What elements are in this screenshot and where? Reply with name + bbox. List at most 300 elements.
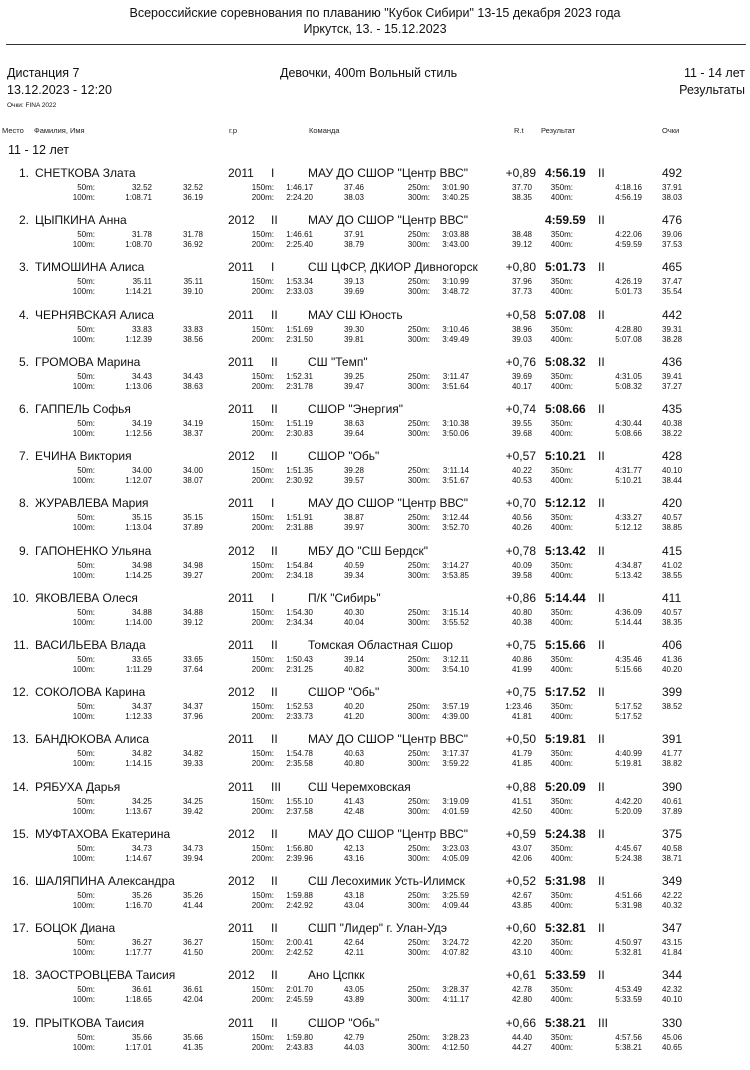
split-label: 200m:	[251, 193, 274, 202]
reaction-time: +0,75	[505, 638, 536, 652]
split-label: 200m:	[251, 806, 274, 816]
reaction-time: +0,57	[505, 449, 536, 464]
split-lap-time: 41.99	[511, 665, 532, 674]
athlete-name: ГРОМОВА Марина	[35, 354, 141, 369]
athlete-name: СНЕТКОВА Злата	[35, 166, 136, 180]
split-lap-time: 38.35	[511, 193, 532, 202]
split-lap-time: 44.40	[511, 1032, 532, 1042]
split-cumulative-time: 3:51.67	[442, 476, 469, 486]
split-label: 200m:	[251, 712, 274, 722]
athlete-name: ЦЫПКИНА Анна	[35, 213, 127, 228]
split-lap-time: 39.10	[182, 287, 203, 297]
split-cumulative-time: 2:35.58	[286, 759, 313, 769]
split-cumulative-time: 3:52.70	[442, 523, 469, 533]
split-cumulative-time: 34.00	[131, 466, 152, 476]
split-cumulative-time: 1:18.65	[125, 995, 152, 1005]
split-label: 300m:	[407, 901, 430, 910]
split-cumulative-time: 5:14.44	[615, 617, 642, 627]
split-lap-time: 41.50	[182, 948, 203, 958]
split-lap-time: 37.70	[511, 183, 532, 192]
split-cumulative-time: 34.25	[131, 796, 152, 806]
split-label: 100m:	[72, 1042, 95, 1052]
place: 13.	[12, 732, 29, 747]
split-label: 200m:	[251, 995, 274, 1005]
split-cumulative-time: 4:11.17	[442, 995, 469, 1005]
split-cumulative-time: 4:28.80	[615, 324, 642, 334]
split-label: 100m:	[72, 287, 95, 297]
split-label: 200m:	[251, 570, 274, 580]
split-lap-time: 43.05	[343, 985, 364, 995]
split-cumulative-time: 1:56.80	[286, 843, 313, 853]
split-lap-time: 42.48	[343, 806, 364, 816]
event-name: Девочки, 400m Вольный стиль	[280, 66, 458, 80]
split-cumulative-time: 1:16.70	[125, 901, 152, 910]
split-label: 200m:	[251, 240, 274, 250]
split-cumulative-time: 1:59.88	[286, 891, 313, 900]
split-cumulative-time: 5:20.09	[615, 806, 642, 816]
split-cumulative-time: 34.43	[131, 371, 152, 381]
split-label: 300m:	[407, 853, 430, 863]
birth-year: 2011	[228, 779, 254, 794]
split-label: 350m:	[550, 371, 573, 381]
split-label: 100m:	[72, 853, 95, 863]
birth-year: 2011	[228, 1015, 254, 1030]
split-label: 400m:	[550, 948, 573, 958]
fina-points: 399	[662, 685, 683, 700]
team-name: МАУ ДО СШОР "Центр ВВС"	[308, 826, 469, 841]
birth-year: 2011	[228, 590, 254, 605]
sport-rank: II	[271, 402, 278, 416]
split-label: 50m:	[77, 702, 95, 712]
split-cumulative-time: 3:57.19	[442, 702, 469, 712]
split-label: 150m:	[251, 985, 274, 995]
split-label: 100m:	[72, 806, 95, 816]
split-lap-time: 39.42	[182, 806, 203, 816]
split-lap-time: 41.44	[182, 901, 203, 910]
split-lap-time: 42.22	[662, 891, 683, 900]
birth-year: 2012	[228, 968, 255, 983]
event-age-group: 11 - 14 лет	[683, 66, 745, 80]
birth-year: 2012	[228, 543, 255, 558]
split-lap-time: 39.34	[343, 570, 364, 580]
fina-points: 375	[662, 826, 683, 841]
birth-year: 2012	[228, 826, 255, 841]
split-cumulative-time: 1:46.61	[286, 230, 313, 240]
split-label: 100m:	[72, 476, 95, 486]
split-cumulative-time: 2:01.70	[286, 985, 313, 995]
split-label: 350m:	[550, 891, 573, 900]
sport-rank: II	[271, 449, 278, 464]
split-label: 50m:	[77, 466, 95, 476]
sport-rank: II	[271, 213, 278, 228]
team-name: СШОР "Энергия"	[308, 402, 404, 416]
result-entry	[0, 544, 750, 589]
result-entry	[0, 449, 750, 494]
athlete-name: ЕЧИНА Виктория	[35, 449, 132, 464]
split-label: 400m:	[550, 287, 573, 297]
athlete-name: ТИМОШИНА Алиса	[35, 260, 145, 275]
split-label: 50m:	[77, 607, 95, 617]
split-label: 150m:	[251, 513, 274, 523]
split-lap-time: 38.96	[511, 324, 532, 334]
split-label: 400m:	[550, 806, 573, 816]
result-entry	[0, 308, 750, 353]
place: 10.	[12, 590, 29, 605]
split-cumulative-time: 1:52.53	[286, 702, 313, 712]
place: 7.	[18, 449, 29, 464]
split-cumulative-time: 31.78	[131, 230, 152, 240]
split-lap-time: 40.56	[511, 513, 532, 523]
result-time: 5:08.66	[545, 402, 586, 416]
split-cumulative-time: 5:12.12	[615, 523, 642, 533]
split-label: 350m:	[550, 796, 573, 806]
achieved-rank: II	[598, 826, 605, 841]
split-label: 300m:	[407, 240, 430, 250]
split-cumulative-time: 4:01.59	[442, 806, 469, 816]
split-label: 400m:	[550, 712, 573, 722]
split-lap-time: 39.27	[182, 570, 203, 580]
split-label: 400m:	[550, 570, 573, 580]
split-label: 100m:	[72, 948, 95, 958]
split-label: 300m:	[407, 948, 430, 958]
split-label: 150m:	[251, 1032, 274, 1042]
split-cumulative-time: 3:17.37	[442, 749, 469, 759]
split-label: 350m:	[550, 655, 573, 664]
split-label: 250m:	[407, 183, 430, 192]
split-lap-time: 40.04	[343, 617, 364, 627]
split-label: 100m:	[72, 901, 95, 910]
split-label: 350m:	[550, 843, 573, 853]
split-label: 250m:	[407, 796, 430, 806]
split-cumulative-time: 3:24.72	[442, 938, 469, 948]
split-label: 350m:	[550, 183, 573, 192]
split-label: 50m:	[77, 183, 95, 192]
split-lap-time: 43.18	[343, 891, 364, 900]
split-cumulative-time: 35.11	[132, 277, 152, 287]
result-entry	[0, 638, 750, 683]
split-label: 50m:	[77, 796, 95, 806]
split-lap-time: 40.38	[511, 617, 532, 627]
split-label: 100m:	[72, 240, 95, 250]
split-lap-time: 40.10	[662, 466, 683, 476]
place: 4.	[18, 307, 29, 322]
split-lap-time: 39.14	[343, 655, 364, 664]
split-lap-time: 37.96	[182, 712, 203, 722]
split-lap-time: 34.73	[182, 843, 203, 853]
split-label: 200m:	[251, 476, 274, 486]
split-cumulative-time: 3:28.23	[442, 1032, 469, 1042]
sport-rank: I	[271, 166, 275, 180]
birth-year: 2011	[228, 354, 254, 369]
split-cumulative-time: 3:15.14	[442, 607, 469, 617]
place: 18.	[12, 968, 29, 983]
split-lap-time: 38.85	[662, 523, 683, 533]
split-lap-time: 40.58	[662, 843, 683, 853]
split-lap-time: 41.81	[511, 712, 532, 722]
split-label: 350m:	[550, 938, 573, 948]
split-cumulative-time: 4:56.19	[615, 193, 642, 202]
athlete-name: БАНДЮКОВА Алиса	[35, 732, 150, 747]
split-cumulative-time: 36.27	[131, 938, 152, 948]
split-cumulative-time: 3:12.44	[442, 513, 469, 523]
split-label: 300m:	[407, 381, 430, 391]
split-cumulative-time: 4:35.46	[615, 655, 642, 664]
split-cumulative-time: 32.52	[131, 183, 152, 192]
result-entry	[0, 968, 750, 1013]
fina-points: 442	[662, 307, 683, 322]
place: 17.	[12, 921, 29, 936]
split-cumulative-time: 34.88	[131, 607, 152, 617]
fina-points: 390	[662, 779, 683, 794]
achieved-rank: II	[598, 496, 605, 511]
split-lap-time: 34.82	[182, 749, 203, 759]
split-cumulative-time: 4:59.59	[615, 240, 642, 250]
split-lap-time: 38.63	[182, 381, 203, 391]
split-lap-time: 38.44	[662, 476, 683, 486]
achieved-rank: III	[598, 1015, 609, 1030]
split-cumulative-time: 1:51.35	[286, 466, 313, 476]
sport-rank: II	[271, 921, 278, 936]
split-cumulative-time: 3:11.14	[442, 466, 469, 476]
split-lap-time: 40.80	[511, 607, 532, 617]
split-cumulative-time: 2:00.41	[286, 938, 313, 948]
split-cumulative-time: 1:50.43	[286, 655, 313, 664]
split-label: 350m:	[550, 749, 573, 759]
split-label: 200m:	[251, 1042, 274, 1052]
result-entry	[0, 213, 750, 258]
split-cumulative-time: 3:03.88	[442, 230, 469, 240]
achieved-rank: II	[598, 307, 605, 322]
split-cumulative-time: 3:14.27	[442, 560, 469, 570]
team-name: СШОР "Обь"	[308, 449, 380, 464]
split-lap-time: 35.54	[662, 287, 683, 297]
result-time: 4:56.19	[545, 166, 586, 180]
achieved-rank: II	[598, 213, 605, 228]
split-label: 400m:	[550, 995, 573, 1005]
split-lap-time: 41.79	[511, 749, 532, 759]
split-lap-time: 37.89	[662, 806, 683, 816]
split-cumulative-time: 3:48.72	[442, 287, 469, 297]
split-label: 50m:	[77, 891, 95, 900]
split-label: 250m:	[407, 371, 430, 381]
split-label: 350m:	[550, 324, 573, 334]
split-label: 200m:	[251, 617, 274, 627]
achieved-rank: II	[598, 449, 605, 464]
split-label: 150m:	[251, 607, 274, 617]
sport-rank: II	[271, 1015, 278, 1030]
split-label: 100m:	[72, 995, 95, 1005]
age-group-heading: 11 - 12 лет	[8, 143, 70, 157]
split-label: 100m:	[72, 381, 95, 391]
split-label: 300m:	[407, 570, 430, 580]
split-label: 150m:	[251, 560, 274, 570]
achieved-rank: II	[598, 968, 605, 983]
split-lap-time: 40.80	[343, 759, 364, 769]
split-label: 150m:	[251, 183, 274, 192]
split-cumulative-time: 5:17.52	[615, 702, 642, 712]
result-time: 5:07.08	[545, 307, 586, 322]
event-status: Результаты	[679, 83, 745, 97]
split-cumulative-time: 1:08.70	[125, 240, 152, 250]
split-lap-time: 40.53	[511, 476, 532, 486]
split-lap-time: 42.79	[343, 1032, 364, 1042]
split-cumulative-time: 4:39.00	[442, 712, 469, 722]
split-cumulative-time: 5:38.21	[615, 1042, 642, 1052]
split-lap-time: 39.68	[511, 429, 532, 438]
split-cumulative-time: 2:42.92	[286, 901, 313, 910]
split-lap-time: 41.77	[662, 749, 683, 759]
split-lap-time: 43.15	[662, 938, 683, 948]
points-scoring-note: Очки: FINA 2022	[7, 102, 57, 109]
result-time: 5:08.32	[545, 354, 586, 369]
achieved-rank: II	[598, 685, 605, 700]
split-label: 350m:	[550, 560, 573, 570]
sport-rank: II	[271, 826, 278, 841]
split-cumulative-time: 4:34.87	[615, 560, 642, 570]
split-lap-time: 35.15	[182, 513, 203, 523]
split-cumulative-time: 2:37.58	[286, 806, 313, 816]
split-cumulative-time: 1:08.71	[125, 193, 152, 202]
sport-rank: I	[271, 496, 275, 511]
split-label: 300m:	[407, 806, 430, 816]
split-lap-time: 42.80	[511, 995, 532, 1005]
split-lap-time: 38.03	[343, 193, 364, 202]
split-label: 400m:	[550, 1042, 573, 1052]
place: 8.	[18, 496, 29, 511]
split-lap-time: 42.13	[343, 843, 364, 853]
split-label: 50m:	[77, 324, 95, 334]
split-label: 250m:	[407, 938, 430, 948]
reaction-time: +0,60	[505, 921, 536, 936]
team-name: Томская Областная Сшор	[308, 638, 453, 652]
split-cumulative-time: 3:28.37	[442, 985, 469, 995]
split-lap-time: 38.87	[343, 513, 364, 523]
split-lap-time: 41.84	[662, 948, 683, 958]
split-label: 250m:	[407, 560, 430, 570]
split-cumulative-time: 34.37	[131, 702, 152, 712]
split-cumulative-time: 4:12.50	[442, 1042, 469, 1052]
split-lap-time: 38.71	[662, 853, 683, 863]
birth-year: 2011	[228, 166, 254, 180]
sport-rank: I	[271, 260, 275, 275]
result-time: 5:38.21	[545, 1015, 586, 1030]
split-label: 300m:	[407, 193, 430, 202]
split-label: 150m:	[251, 938, 274, 948]
result-time: 5:01.73	[545, 260, 586, 275]
split-lap-time: 40.22	[511, 466, 532, 476]
split-lap-time: 39.64	[343, 429, 364, 438]
split-cumulative-time: 5:08.32	[615, 381, 642, 391]
column-header-points: Очки	[662, 126, 680, 135]
achieved-rank: II	[598, 921, 605, 936]
split-label: 150m:	[251, 230, 274, 240]
split-lap-time: 34.19	[182, 419, 203, 428]
split-label: 150m:	[251, 419, 274, 428]
split-cumulative-time: 5:15.66	[615, 665, 642, 674]
split-lap-time: 31.78	[182, 230, 203, 240]
split-label: 200m:	[251, 901, 274, 910]
split-cumulative-time: 1:12.39	[125, 334, 152, 344]
result-time: 5:19.81	[545, 732, 586, 747]
split-lap-time: 39.41	[662, 371, 683, 381]
split-cumulative-time: 3:54.10	[442, 665, 469, 674]
split-cumulative-time: 35.15	[131, 513, 152, 523]
split-lap-time: 37.89	[182, 523, 203, 533]
team-name: СШОР "Обь"	[308, 1015, 380, 1030]
split-label: 400m:	[550, 901, 573, 910]
split-cumulative-time: 2:31.25	[286, 665, 313, 674]
split-label: 150m:	[251, 466, 274, 476]
split-label: 250m:	[407, 466, 430, 476]
split-lap-time: 39.31	[662, 324, 683, 334]
split-cumulative-time: 34.82	[131, 749, 152, 759]
split-lap-time: 37.91	[662, 183, 683, 192]
split-label: 250m:	[407, 1032, 430, 1042]
split-lap-time: 38.55	[662, 570, 683, 580]
competition-location-dates: Иркутск, 13. - 15.12.2023	[303, 22, 447, 36]
split-cumulative-time: 4:40.99	[615, 749, 642, 759]
result-entry	[0, 166, 750, 211]
split-label: 150m:	[251, 277, 274, 287]
sport-rank: II	[271, 685, 278, 700]
split-lap-time: 41.36	[662, 655, 683, 664]
split-label: 100m:	[72, 523, 95, 533]
split-lap-time: 39.25	[343, 371, 364, 381]
split-lap-time: 39.69	[343, 287, 364, 297]
split-label: 200m:	[251, 853, 274, 863]
split-lap-time: 39.33	[182, 759, 203, 769]
place: 11.	[13, 638, 29, 652]
split-lap-time: 42.78	[511, 985, 532, 995]
fina-points: 347	[662, 921, 683, 936]
split-label: 300m:	[407, 476, 430, 486]
reaction-time: +0,78	[505, 543, 536, 558]
fina-points: 492	[662, 166, 683, 180]
split-lap-time: 39.94	[182, 853, 203, 863]
split-lap-time: 41.35	[182, 1042, 203, 1052]
achieved-rank: II	[598, 260, 605, 275]
split-label: 50m:	[77, 749, 95, 759]
split-cumulative-time: 5:17.52	[615, 712, 642, 722]
split-label: 400m:	[550, 523, 573, 533]
split-cumulative-time: 4:33.27	[615, 513, 642, 523]
split-cumulative-time: 4:09.44	[442, 901, 469, 910]
split-cumulative-time: 4:26.19	[615, 277, 642, 287]
athlete-name: ЗАОСТРОВЦЕВА Таисия	[35, 968, 176, 983]
split-cumulative-time: 1:52.31	[286, 371, 313, 381]
split-cumulative-time: 1:51.91	[286, 513, 313, 523]
split-cumulative-time: 2:34.34	[286, 617, 313, 627]
team-name: МАУ СШ Юность	[308, 307, 403, 322]
split-lap-time: 37.91	[343, 230, 364, 240]
result-entry	[0, 496, 750, 541]
fina-points: 436	[662, 354, 683, 369]
reaction-time: +0,59	[505, 826, 536, 841]
reaction-time: +0,89	[505, 166, 536, 180]
split-lap-time: 37.53	[662, 240, 683, 250]
split-cumulative-time: 3:43.00	[442, 240, 469, 250]
split-lap-time: 34.43	[182, 371, 203, 381]
column-header-reaction-time: R.t	[514, 126, 524, 135]
achieved-rank: II	[598, 874, 605, 888]
split-label: 50m:	[77, 230, 95, 240]
team-name: МБУ ДО "СШ Бердск"	[308, 543, 429, 558]
fina-points: 391	[662, 732, 683, 747]
split-cumulative-time: 5:19.81	[615, 759, 642, 769]
team-name: П/К "Сибирь"	[308, 590, 381, 605]
split-label: 300m:	[407, 617, 430, 627]
reaction-time: +0,76	[505, 354, 536, 369]
